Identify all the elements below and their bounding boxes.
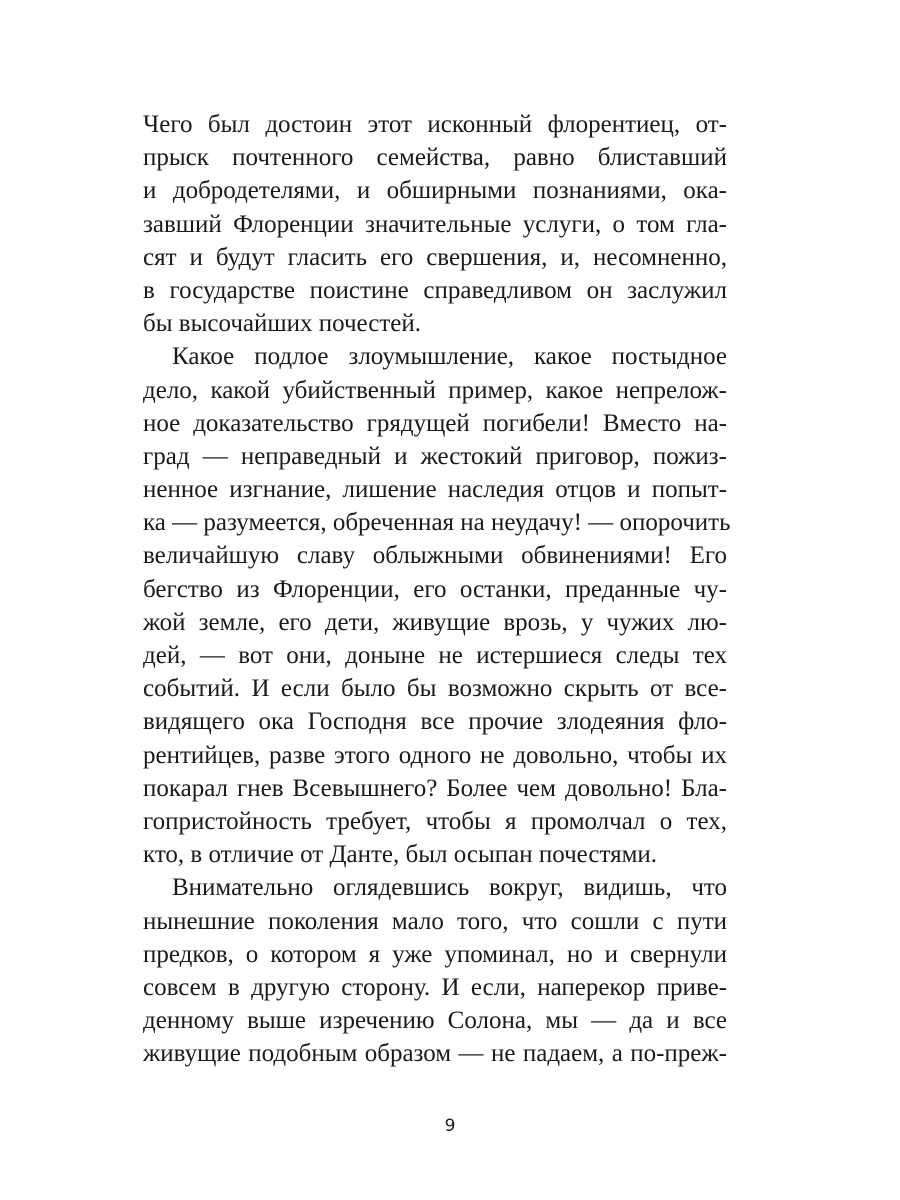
text-line: живущие подобным образом — не падаем, а по-преж- [143, 1040, 727, 1068]
text-line: жой земле, его дети, живущие врозь, у чужих лю- [143, 608, 727, 636]
text-line: Какое подлое злоумышление, какое постыдное [172, 343, 727, 371]
text-line: событий. И если было бы возможно скрыть от все- [143, 675, 727, 703]
text-line: Внимательно оглядевшись вокруг, видишь, что [172, 874, 727, 902]
text-line: нынешние поколения мало того, что сошли с пути [143, 907, 727, 935]
text-line: бегство из Флоренции, его останки, преданные чу- [143, 575, 727, 603]
text-line: бы высочайших почестей. [143, 310, 422, 338]
text-line: покарал гнев Всевышнего? Более чем довольно! Бла- [143, 774, 727, 802]
paragraph-2 [143, 340, 731, 871]
text-line: и добродетелями, и обширными познаниями, ока- [143, 177, 727, 205]
text-line: рентийцев, разве этого одного не довольно, чтобы их [143, 741, 727, 769]
body-text [143, 108, 731, 1070]
text-line: кто, в отличие от Данте, был осыпан почестями. [143, 841, 658, 869]
text-line: дей, — вот они, доныне не истершиеся следы тех [143, 642, 727, 669]
text-line: ка — разумеется, обреченная на неудачу! — опорочить [143, 509, 731, 537]
text-line: Чего был достоин этот исконный флорентиец, от- [143, 111, 727, 138]
text-line: предков, о котором я уже упоминал, но и свернули [143, 940, 727, 968]
paragraph-1 [143, 108, 727, 340]
text-line: в государстве поистине справедливом он заслужил [143, 276, 727, 304]
text-line: завший Флоренции значительные услуги, о том гла- [143, 210, 727, 238]
text-line: сят и будут гласить его свершения, и, несомненно, [143, 243, 727, 271]
text-line: дело, какой убийственный пример, какое непрелож- [143, 376, 727, 404]
text-line: гопристойность требует, чтобы я промолчал о тех, [143, 807, 727, 835]
text-line: ненное изгнание, лишение наследия отцов и попыт- [143, 476, 727, 504]
text-line: ное доказательство грядущей погибели! Вместо на- [143, 409, 727, 437]
text-line: величайшую славу облыжными обвинениями! Его [143, 542, 727, 570]
text-line: прыск почтенного семейства, равно блиставший [143, 144, 727, 172]
text-line: денному выше изречению Солона, мы — да и все [143, 1007, 727, 1035]
paragraph-3 [143, 871, 727, 1070]
text-line: видящего ока Господня все прочие злодеяния фло- [143, 708, 727, 736]
text-line: град — неправедный и жестокий приговор, пожиз- [143, 442, 727, 470]
page-number: 9 [444, 1116, 456, 1136]
text-line: совсем в другую сторону. И если, наперекор приве- [143, 973, 727, 1001]
